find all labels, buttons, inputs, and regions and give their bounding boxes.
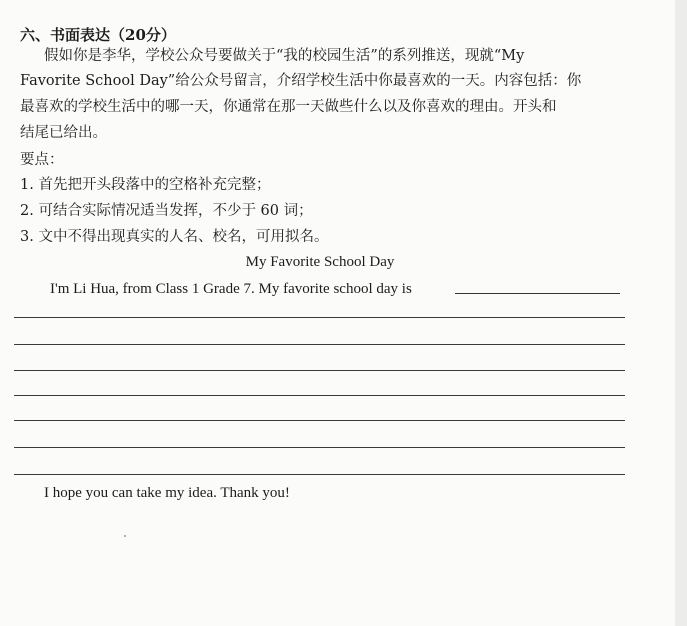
essay-title: My Favorite School Day [245, 254, 395, 270]
answer-blank[interactable] [455, 293, 620, 294]
prompt-line-1: 假如你是李华，学校公众号要做关于“我的校园生活”的系列推送，现就“My [44, 48, 525, 64]
writing-line-3[interactable] [14, 370, 625, 371]
writing-line-1[interactable] [14, 317, 625, 318]
prompt-line-4: 结尾已给出。 [20, 125, 107, 141]
paper-speck [124, 535, 126, 537]
requirement-item-2: 2. 可结合实际情况适当发挥，不少于 60 词； [20, 203, 313, 219]
requirement-item-1: 1. 首先把开头段落中的空格补充完整； [20, 177, 271, 193]
writing-line-4[interactable] [14, 395, 625, 396]
prompt-line-3: 最喜欢的学校生活中的哪一天，你通常在那一天做些什么以及你喜欢的理由。开头和 [20, 99, 557, 115]
requirements-label: 要点： [20, 152, 64, 168]
paper-edge-shadow [675, 0, 687, 626]
writing-line-7[interactable] [14, 474, 625, 475]
opening-sentence: I'm Li Hua, from Class 1 Grade 7. My favorite school day is [50, 281, 412, 297]
requirement-item-3: 3. 文中不得出现真实的人名、校名，可用拟名。 [20, 229, 329, 245]
prompt-line-2: Favorite School Day”给公众号留言，介绍学校生活中你最喜欢的一天。内容包括：你 [20, 73, 582, 89]
writing-line-6[interactable] [14, 447, 625, 448]
section-heading: 六、书面表达（20分） [20, 26, 176, 44]
writing-line-2[interactable] [14, 344, 625, 345]
writing-line-5[interactable] [14, 420, 625, 421]
closing-sentence: I hope you can take my idea. Thank you! [44, 485, 290, 501]
